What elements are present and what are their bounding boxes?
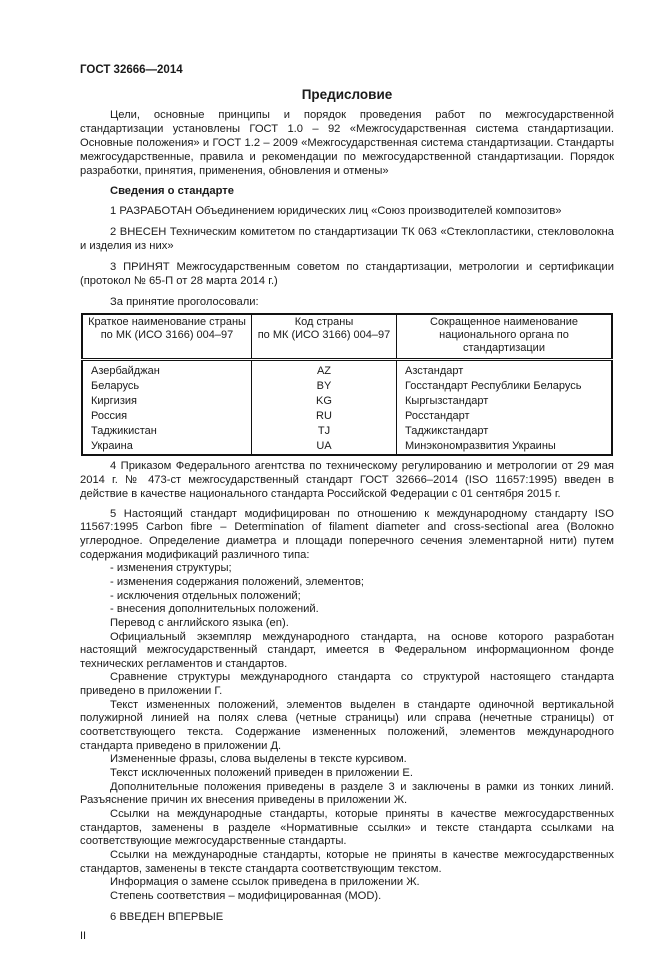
table-row (82, 359, 612, 379)
item-5-paragraph: Перевод с английского языка (en). (110, 616, 289, 629)
header-line: Код страны (294, 315, 354, 328)
voting-countries-table (81, 313, 613, 456)
item-5-paragraph: Ссылки на международные стандарты, которые не приняты в качестве межгосударственных стандартов, заменены в тексте стандарта соответствующим текстом. (80, 849, 614, 875)
header-line: Сокращенное наименование (430, 315, 578, 328)
item-4: 4 Приказом Федерального агентства по техническому регулированию и метрологии от 29 мая 2014 г. № 473-ст межгосударственный стандарт ГОСТ 32666–2014 (ISO 11657:1995) введен в действие в качестве национального стандарта Российской Федерации с 01 сентября 2015 г. (80, 459, 614, 500)
item-5-paragraph: Ссылки на международные стандарты, которые приняты в качестве межгосударственных стандартов, заменены в разделе «Нормативные ссылки» и тексте стандарта ссылками на соответствующие межгосударственные стандарты. (80, 808, 614, 848)
body-cell: Росстандарт (397, 409, 613, 424)
modification-list-item: - изменения структуры; (110, 562, 232, 575)
item-5-block (80, 508, 614, 925)
code-cell: KG (252, 394, 397, 409)
section-title: Сведения о стандарте (110, 184, 234, 197)
code-cell: TJ (252, 424, 397, 439)
intro-paragraph-block (80, 109, 614, 179)
table-row (82, 424, 612, 439)
vote-label: За принятие проголосовали: (110, 295, 259, 308)
code-cell: UA (252, 439, 397, 455)
country-cell: Украина (91, 439, 133, 452)
body-cell: Минэкономразвития Украины (397, 439, 613, 455)
item-5-paragraph: Информация о замене ссылок приведена в приложении Ж. (110, 876, 420, 889)
code-cell: AZ (252, 359, 397, 379)
standard-info-block (80, 185, 614, 310)
modification-list-item: - внесения дополнительных положений. (110, 603, 319, 616)
item-2: 2 ВНЕСЕН Техническим комитетом по стандартизации ТК 063 «Стеклопластики, стекловолокна и изделия из них» (80, 226, 614, 253)
document-header: ГОСТ 32666—2014 (80, 64, 183, 76)
country-cell: Азербайджан (91, 364, 160, 377)
item-1: 1 РАЗРАБОТАН Объединением юридических лиц «Союз производителей композитов» (110, 205, 562, 218)
table-row (82, 394, 612, 409)
item-6: 6 ВВЕДЕН ВПЕРВЫЕ (110, 910, 224, 923)
item-5-intro: 5 Настоящий стандарт модифицирован по отношению к международному стандарту ISO 11567:1995 Carbon fibre – Determination of filament diameter and cross-sectional area (Волокно углеродное. Определение диаметра и площади поперечного сечения элементарной нити) путем содержания модификаций различного типа: (80, 507, 614, 561)
item-5-paragraph: Официальный экземпляр международного стандарта, на основе которого разработан настоящий межгосударственный стандарт, имеется в Федеральном информационном фонде технических регламентов и стандартов. (80, 630, 614, 670)
item-5-paragraph: Сравнение структуры международного стандарта со структурой настоящего стандарта приведено в приложении Г. (80, 671, 614, 698)
page-number: II (80, 930, 87, 943)
header-line: по МК (ИСО 3166) 004–97 (100, 328, 234, 341)
code-cell: RU (252, 409, 397, 424)
header-line: по МК (ИСО 3166) 004–97 (257, 328, 391, 341)
table-header-body (397, 314, 613, 360)
intro-paragraph: Цели, основные принципы и порядок проведения работ по межгосударственной стандартизации установлены ГОСТ 1.0 – 92 «Межгосударственная система стандартизации. Основные положения» и ГОСТ 1.2 – 2009 «Межгосударственная система стандартизации. Стандарты межгосударственные, правила и рекомендации по межгосударственной стандартизации. Порядок разработки, принятия, применения, обновления и отмены» (80, 109, 614, 177)
header-line: национального органа по стандартизации (439, 328, 569, 354)
item-5-paragraph: Текст исключенных положений приведен в приложении Е. (110, 767, 413, 780)
code-cell: BY (252, 379, 397, 394)
table-header-code (252, 314, 397, 360)
table-row (82, 439, 612, 455)
country-cell: Таджикистан (91, 424, 157, 437)
table-row (82, 379, 612, 394)
item-5-paragraph: Измененные фразы, слова выделены в тексте курсивом. (110, 753, 407, 766)
body-cell: Госстандарт Республики Беларусь (397, 379, 613, 394)
modification-list-item: - изменения содержания положений, элементов; (110, 575, 365, 588)
table-row (82, 409, 612, 424)
page-column (80, 0, 614, 963)
item-4-block (80, 460, 614, 502)
body-cell: Азстандарт (397, 359, 613, 379)
item-5-paragraph: Дополнительные положения приведены в разделе 3 и заключены в рамки из тонких линий. Разъяснение причин их внесения приведены в приложении Ж. (80, 780, 614, 807)
body-cell: Таджикстандарт (397, 424, 613, 439)
country-cell: Беларусь (91, 379, 140, 392)
table-header-row (82, 314, 612, 360)
body-cell: Кыргызстандарт (397, 394, 613, 409)
country-cell: Россия (91, 409, 128, 422)
country-cell: Киргизия (91, 394, 137, 407)
item-5-paragraph: Текст измененных положений, элементов выделен в стандарте одиночной вертикальной полужирной линией на полях слева (четные страницы) или справа (нечетные страницы) от соответствующего текста. Содержание измененных положений, элементов международного стандарта приведено в приложении Д. (80, 698, 614, 752)
table-header-country (82, 314, 252, 360)
item-3: 3 ПРИНЯТ Межгосударственным советом по стандартизации, метрологии и сертификации (протокол № 65-П от 28 марта 2014 г.) (80, 261, 614, 288)
page-title: Предисловие (301, 87, 393, 102)
header-line: Краткое наименование страны (88, 315, 246, 328)
item-5-paragraph: Степень соответствия – модифицированная (MOD). (110, 889, 382, 902)
modification-list-item: - исключения отдельных положений; (110, 589, 301, 602)
